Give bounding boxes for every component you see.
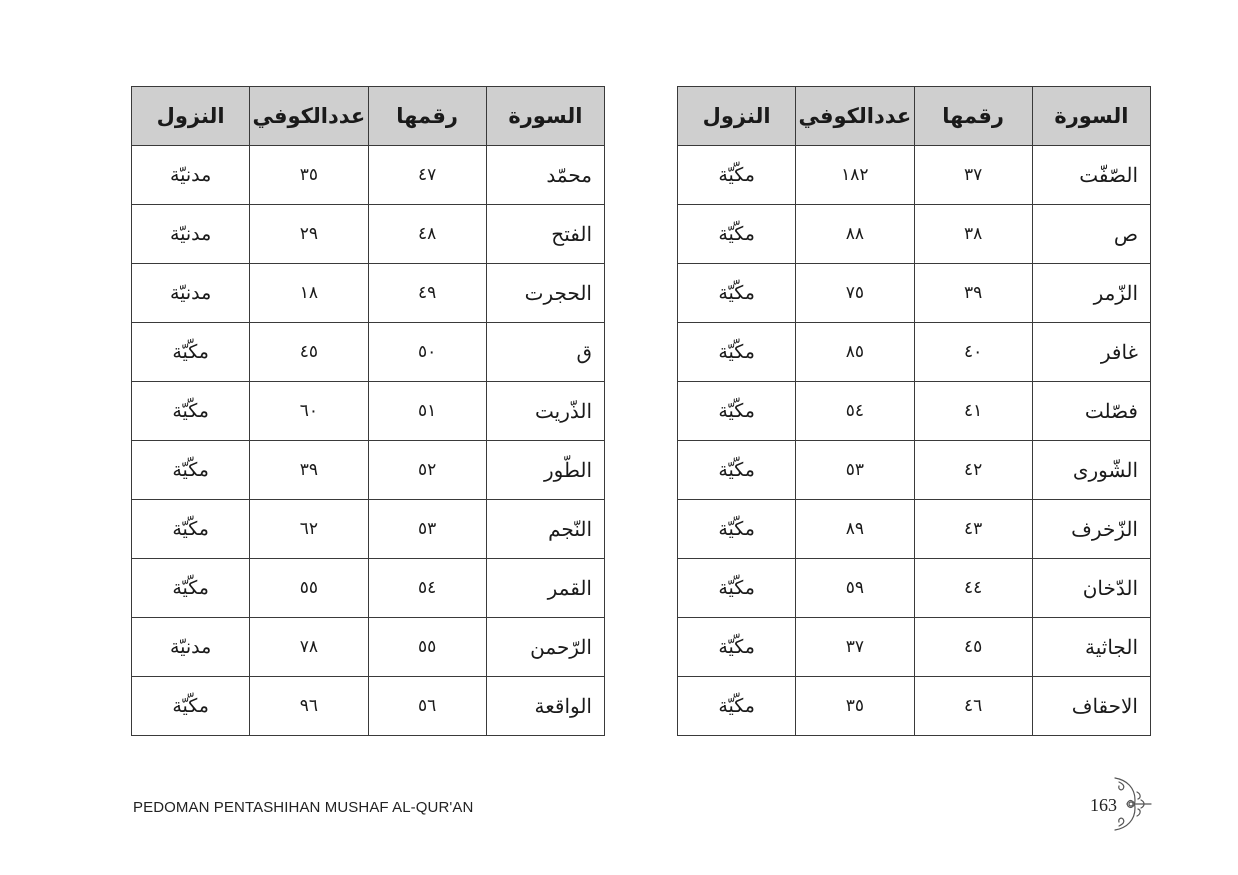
surah-name-cell: الشّورى [1032, 441, 1150, 500]
surah-name-cell: محمّد [486, 146, 604, 205]
revelation-cell: مدنيّة [132, 205, 250, 264]
revelation-cell: مكّيّة [678, 264, 796, 323]
table-row [132, 146, 605, 205]
kufi-count-cell: ٢٩ [250, 205, 368, 264]
kufi-count-cell: ٥٩ [796, 559, 914, 618]
column-header-revelation: النزول [132, 87, 250, 146]
surah-number-cell: ٤٨ [368, 205, 486, 264]
table-row [678, 559, 1151, 618]
surah-name-cell: الحجرت [486, 264, 604, 323]
kufi-count-cell: ٥٣ [796, 441, 914, 500]
revelation-cell: مكّيّة [678, 559, 796, 618]
table-row [132, 323, 605, 382]
kufi-count-cell: ٨٥ [796, 323, 914, 382]
surah-number-cell: ٤٦ [914, 677, 1032, 736]
surah-number-cell: ٣٧ [914, 146, 1032, 205]
kufi-count-cell: ٣٥ [796, 677, 914, 736]
surah-number-cell: ٤٢ [914, 441, 1032, 500]
surah-name-cell: الزّمر [1032, 264, 1150, 323]
surah-number-cell: ٤٠ [914, 323, 1032, 382]
surah-name-cell: غافر [1032, 323, 1150, 382]
revelation-cell: مكّيّة [132, 441, 250, 500]
surah-name-cell: الطّور [486, 441, 604, 500]
kufi-count-cell: ١٨٢ [796, 146, 914, 205]
kufi-count-cell: ٥٥ [250, 559, 368, 618]
table-row [678, 500, 1151, 559]
surah-number-cell: ٥٥ [368, 618, 486, 677]
table-row [678, 441, 1151, 500]
table-row [678, 618, 1151, 677]
surah-name-cell: ق [486, 323, 604, 382]
column-header-surah: السورة [486, 87, 604, 146]
table-row [678, 146, 1151, 205]
surah-name-cell: الجاثية [1032, 618, 1150, 677]
revelation-cell: مكّيّة [678, 205, 796, 264]
surah-number-cell: ٥٤ [368, 559, 486, 618]
table-row [678, 323, 1151, 382]
page-number: 163 [1090, 795, 1117, 815]
table-row [132, 441, 605, 500]
kufi-count-cell: ٦٢ [250, 500, 368, 559]
table-row [678, 382, 1151, 441]
surah-number-cell: ٥١ [368, 382, 486, 441]
kufi-count-cell: ٨٩ [796, 500, 914, 559]
kufi-count-cell: ٣٧ [796, 618, 914, 677]
surah-name-cell: النّجم [486, 500, 604, 559]
column-header-revelation: النزول [678, 87, 796, 146]
surah-number-cell: ٣٨ [914, 205, 1032, 264]
column-header-surah: السورة [1032, 87, 1150, 146]
revelation-cell: مكّيّة [678, 677, 796, 736]
kufi-count-cell: ٣٥ [250, 146, 368, 205]
kufi-count-cell: ٧٨ [250, 618, 368, 677]
table-row [132, 677, 605, 736]
surah-table-right [677, 86, 1151, 736]
surah-name-cell: الرّحمن [486, 618, 604, 677]
surah-number-cell: ٤٩ [368, 264, 486, 323]
surah-number-cell: ٤٣ [914, 500, 1032, 559]
surah-number-cell: ٥٠ [368, 323, 486, 382]
surah-name-cell: ص [1032, 205, 1150, 264]
table-row [678, 677, 1151, 736]
surah-number-cell: ٥٣ [368, 500, 486, 559]
surah-number-cell: ٣٩ [914, 264, 1032, 323]
revelation-cell: مكّيّة [678, 500, 796, 559]
column-header-kufi-count: عددالكوفي [250, 87, 368, 146]
revelation-cell: مكّيّة [678, 146, 796, 205]
revelation-cell: مكّيّة [132, 559, 250, 618]
revelation-cell: مكّيّة [678, 441, 796, 500]
table-row [678, 205, 1151, 264]
revelation-cell: مكّيّة [132, 500, 250, 559]
revelation-cell: مكّيّة [678, 323, 796, 382]
table-row [678, 264, 1151, 323]
surah-number-cell: ٥٦ [368, 677, 486, 736]
surah-number-cell: ٤١ [914, 382, 1032, 441]
footer-book-title: PEDOMAN PENTASHIHAN MUSHAF AL-QUR'AN [133, 799, 474, 816]
revelation-cell: مكّيّة [132, 382, 250, 441]
table-header-row [132, 87, 605, 146]
surah-name-cell: الصّفّت [1032, 146, 1150, 205]
table-row [132, 264, 605, 323]
revelation-cell: مكّيّة [132, 677, 250, 736]
kufi-count-cell: ١٨ [250, 264, 368, 323]
surah-name-cell: الذّريت [486, 382, 604, 441]
surah-name-cell: الاحقاف [1032, 677, 1150, 736]
surah-table-left [131, 86, 605, 736]
table-row [132, 500, 605, 559]
surah-number-cell: ٤٥ [914, 618, 1032, 677]
column-header-kufi-count: عددالكوفي [796, 87, 914, 146]
revelation-cell: مكّيّة [678, 382, 796, 441]
surah-name-cell: الزّخرف [1032, 500, 1150, 559]
revelation-cell: مدنيّة [132, 618, 250, 677]
surah-name-cell: فصّلت [1032, 382, 1150, 441]
kufi-count-cell: ٣٩ [250, 441, 368, 500]
column-header-number: رقمها [368, 87, 486, 146]
kufi-count-cell: ٦٠ [250, 382, 368, 441]
column-header-number: رقمها [914, 87, 1032, 146]
table-header-row [678, 87, 1151, 146]
kufi-count-cell: ٩٦ [250, 677, 368, 736]
kufi-count-cell: ٥٤ [796, 382, 914, 441]
revelation-cell: مكّيّة [132, 323, 250, 382]
table-row [132, 205, 605, 264]
surah-number-cell: ٥٢ [368, 441, 486, 500]
table-row [132, 382, 605, 441]
surah-name-cell: الدّخان [1032, 559, 1150, 618]
revelation-cell: مدنيّة [132, 146, 250, 205]
surah-name-cell: الواقعة [486, 677, 604, 736]
kufi-count-cell: ٧٥ [796, 264, 914, 323]
revelation-cell: مكّيّة [678, 618, 796, 677]
kufi-count-cell: ٤٥ [250, 323, 368, 382]
table-row [132, 559, 605, 618]
table-row [132, 618, 605, 677]
surah-number-cell: ٤٧ [368, 146, 486, 205]
surah-number-cell: ٤٤ [914, 559, 1032, 618]
revelation-cell: مدنيّة [132, 264, 250, 323]
surah-name-cell: الفتح [486, 205, 604, 264]
surah-name-cell: القمر [486, 559, 604, 618]
kufi-count-cell: ٨٨ [796, 205, 914, 264]
